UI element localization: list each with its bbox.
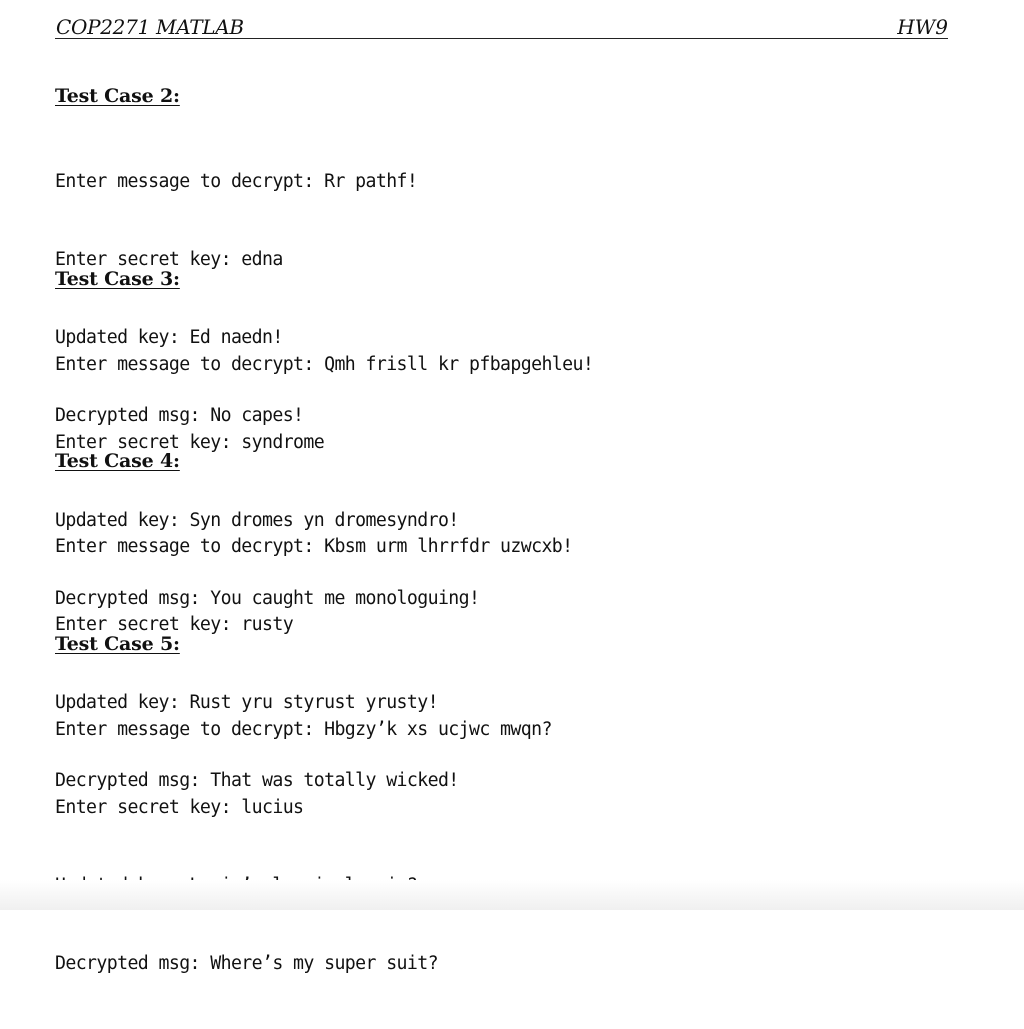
prompt-key-line: Enter secret key: lucius bbox=[55, 797, 304, 818]
decrypted-message-line: Decrypted msg: No capes! bbox=[55, 405, 304, 426]
page-bottom-edge bbox=[0, 880, 1024, 910]
test-case-5 bbox=[55, 631, 552, 1029]
course-title: COP2271 MATLAB bbox=[56, 15, 244, 39]
prompt-key-line: Enter secret key: rusty bbox=[55, 614, 294, 635]
decrypted-message-line: Decrypted msg: That was totally wicked! bbox=[55, 770, 459, 791]
prompt-key-line: Enter secret key: edna bbox=[55, 249, 283, 270]
test-case-heading: Test Case 4: bbox=[55, 450, 180, 472]
prompt-message-line: Enter message to decrypt: Hbgzy’k xs ucjwc mwqn? bbox=[55, 719, 552, 740]
test-case-heading: Test Case 5: bbox=[55, 633, 180, 655]
decrypted-message-line: Decrypted msg: You caught me monologuing! bbox=[55, 588, 480, 609]
page-header bbox=[55, 14, 948, 39]
console-output bbox=[55, 665, 552, 1029]
updated-key-line: Updated key: Rust yru styrust yrusty! bbox=[55, 692, 438, 713]
updated-key-line: Updated key: Ed naedn! bbox=[55, 327, 283, 348]
prompt-key-line: Enter secret key: syndrome bbox=[55, 432, 325, 453]
assignment-title: HW9 bbox=[897, 15, 948, 39]
decrypted-message-line: Decrypted msg: Where’s my super suit? bbox=[55, 953, 438, 974]
updated-key-line: Updated key: Syn dromes yn dromesyndro! bbox=[55, 510, 459, 531]
prompt-message-line: Enter message to decrypt: Qmh frisll kr pfbapgehleu! bbox=[55, 354, 594, 375]
test-case-heading: Test Case 3: bbox=[55, 268, 180, 290]
test-case-heading: Test Case 2: bbox=[55, 85, 180, 107]
prompt-message-line: Enter message to decrypt: Rr pathf! bbox=[55, 171, 418, 192]
prompt-message-line: Enter message to decrypt: Kbsm urm lhrrfdr uzwcxb! bbox=[55, 536, 573, 557]
